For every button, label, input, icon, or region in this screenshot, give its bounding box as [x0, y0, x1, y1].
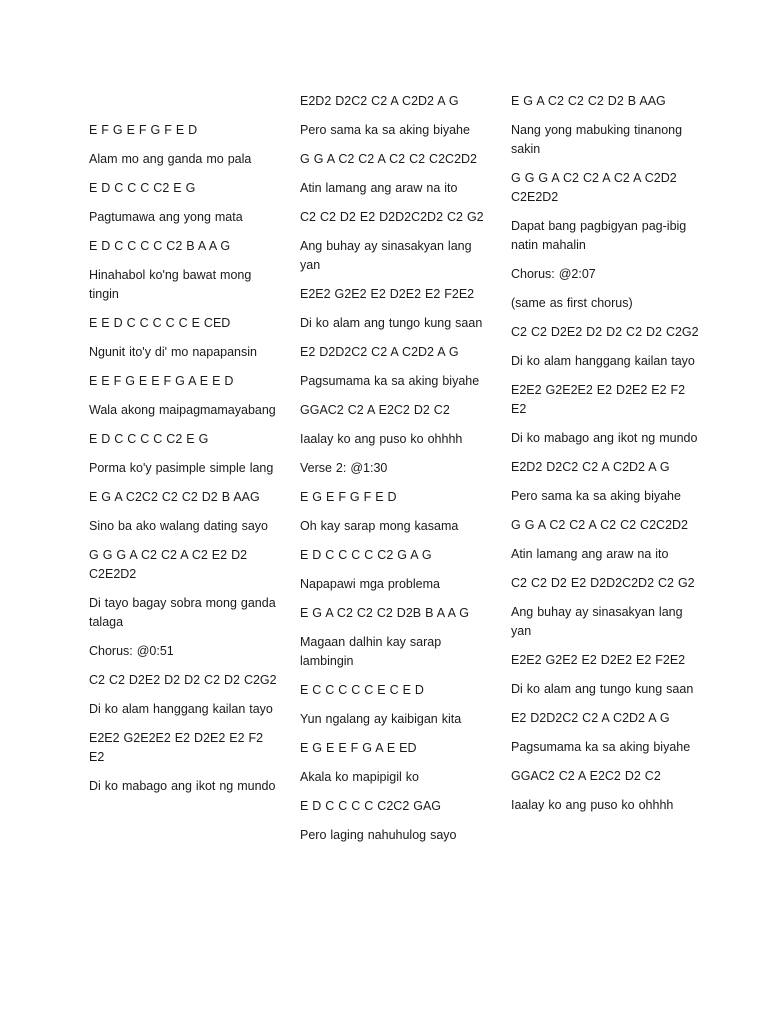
- song-line: G G A C2 C2 A C2 C2 C2C2D2: [511, 518, 688, 532]
- song-line: Ang buhay ay sinasakyan lang yan: [511, 605, 683, 638]
- song-line: E E D C C C C C E CED: [89, 316, 231, 330]
- song-line: E G E E F G A E ED: [300, 741, 417, 755]
- song-line: E2D2 D2C2 C2 A C2D2 A G: [300, 94, 459, 108]
- song-line: Ang buhay ay sinasakyan lang yan: [300, 239, 472, 272]
- song-line: Dapat bang pagbigyan pag-ibig natin mahalin: [511, 219, 687, 252]
- song-line: Oh kay sarap mong kasama: [300, 519, 459, 533]
- song-line: Magaan dalhin kay sarap lambingin: [300, 635, 442, 668]
- song-line: E D C C C C C2 G A G: [300, 548, 432, 562]
- song-line: Di ko alam hanggang kailan tayo: [89, 702, 273, 716]
- song-line: Iaalay ko ang puso ko ohhhh: [300, 432, 463, 446]
- song-line: Napapawi mga problema: [300, 577, 440, 591]
- song-line: Di tayo bagay sobra mong ganda talaga: [89, 596, 276, 629]
- song-line: Alam mo ang ganda mo pala: [89, 152, 252, 166]
- song-line: E D C C C C C2 B A A G: [89, 239, 231, 253]
- song-line: G G G A C2 C2 A C2 E2 D2 C2E2D2: [89, 548, 248, 581]
- column-2: [300, 92, 490, 855]
- column-1: [89, 121, 279, 806]
- song-line: Porma ko'y pasimple simple lang: [89, 461, 274, 475]
- song-line: Chorus: @0:51: [89, 644, 174, 658]
- song-line: E2E2 G2E2 E2 D2E2 E2 F2E2: [300, 287, 475, 301]
- song-line: E C C C C C E C E D: [300, 683, 424, 697]
- song-line: C2 C2 D2E2 D2 D2 C2 D2 C2G2: [511, 325, 699, 339]
- song-line: E G A C2C2 C2 C2 D2 B AAG: [89, 490, 260, 504]
- song-line: GGAC2 C2 A E2C2 D2 C2: [511, 769, 661, 783]
- song-line: E2 D2D2C2 C2 A C2D2 A G: [300, 345, 459, 359]
- song-line: E2E2 G2E2E2 E2 D2E2 E2 F2 E2: [89, 731, 264, 764]
- song-line: Pagsumama ka sa aking biyahe: [511, 740, 691, 754]
- song-line: Di ko alam ang tungo kung saan: [511, 682, 694, 696]
- song-line: C2 C2 D2 E2 D2D2C2D2 C2 G2: [511, 576, 695, 590]
- song-line: C2 C2 D2 E2 D2D2C2D2 C2 G2: [300, 210, 484, 224]
- song-line: Nang yong mabuking tinanong sakin: [511, 123, 683, 156]
- song-line: Wala akong maipagmamayabang: [89, 403, 276, 417]
- song-line: Pagsumama ka sa aking biyahe: [300, 374, 480, 388]
- song-line: C2 C2 D2E2 D2 D2 C2 D2 C2G2: [89, 673, 277, 687]
- song-line: Atin lamang ang araw na ito: [300, 181, 458, 195]
- song-line: E F G E F G F E D: [89, 123, 198, 137]
- song-line: Sino ba ako walang dating sayo: [89, 519, 269, 533]
- song-line: E2E2 G2E2E2 E2 D2E2 E2 F2 E2: [511, 383, 686, 416]
- song-line: G G G A C2 C2 A C2 A C2D2 C2E2D2: [511, 171, 677, 204]
- song-line: E2D2 D2C2 C2 A C2D2 A G: [511, 460, 670, 474]
- song-line: E G E F G F E D: [300, 490, 397, 504]
- song-line: E G A C2 C2 C2 D2B B A A G: [300, 606, 469, 620]
- song-line: (same as first chorus): [511, 296, 633, 310]
- song-line: Hinahabol ko'ng bawat mong tingin: [89, 268, 252, 301]
- song-line: E2E2 G2E2 E2 D2E2 E2 F2E2: [511, 653, 686, 667]
- song-line: E E F G E E F G A E E D: [89, 374, 234, 388]
- song-line: E D C C C C C2 E G: [89, 432, 209, 446]
- song-line: GGAC2 C2 A E2C2 D2 C2: [300, 403, 450, 417]
- column-3: [511, 92, 701, 825]
- song-line: E G A C2 C2 C2 D2 B AAG: [511, 94, 666, 108]
- song-line: Verse 2: @1:30: [300, 461, 388, 475]
- song-line: Di ko mabago ang ikot ng mundo: [89, 779, 276, 793]
- song-line: E D C C C C2 E G: [89, 181, 196, 195]
- song-line: Iaalay ko ang puso ko ohhhh: [511, 798, 674, 812]
- song-line: Di ko mabago ang ikot ng mundo: [511, 431, 698, 445]
- song-line: Pero laging nahuhulog sayo: [300, 828, 457, 842]
- song-line: Ngunit ito'y di' mo napapansin: [89, 345, 257, 359]
- song-line: Yun ngalang ay kaibigan kita: [300, 712, 462, 726]
- song-line: Pero sama ka sa aking biyahe: [300, 123, 470, 137]
- song-line: Pero sama ka sa aking biyahe: [511, 489, 681, 503]
- song-line: Chorus: @2:07: [511, 267, 596, 281]
- song-line: Akala ko mapipigil ko: [300, 770, 419, 784]
- song-line: Di ko alam ang tungo kung saan: [300, 316, 483, 330]
- song-line: G G A C2 C2 A C2 C2 C2C2D2: [300, 152, 477, 166]
- song-line: Pagtumawa ang yong mata: [89, 210, 243, 224]
- song-line: Atin lamang ang araw na ito: [511, 547, 669, 561]
- song-line: E D C C C C C2C2 GAG: [300, 799, 442, 813]
- song-line: Di ko alam hanggang kailan tayo: [511, 354, 695, 368]
- song-line: E2 D2D2C2 C2 A C2D2 A G: [511, 711, 670, 725]
